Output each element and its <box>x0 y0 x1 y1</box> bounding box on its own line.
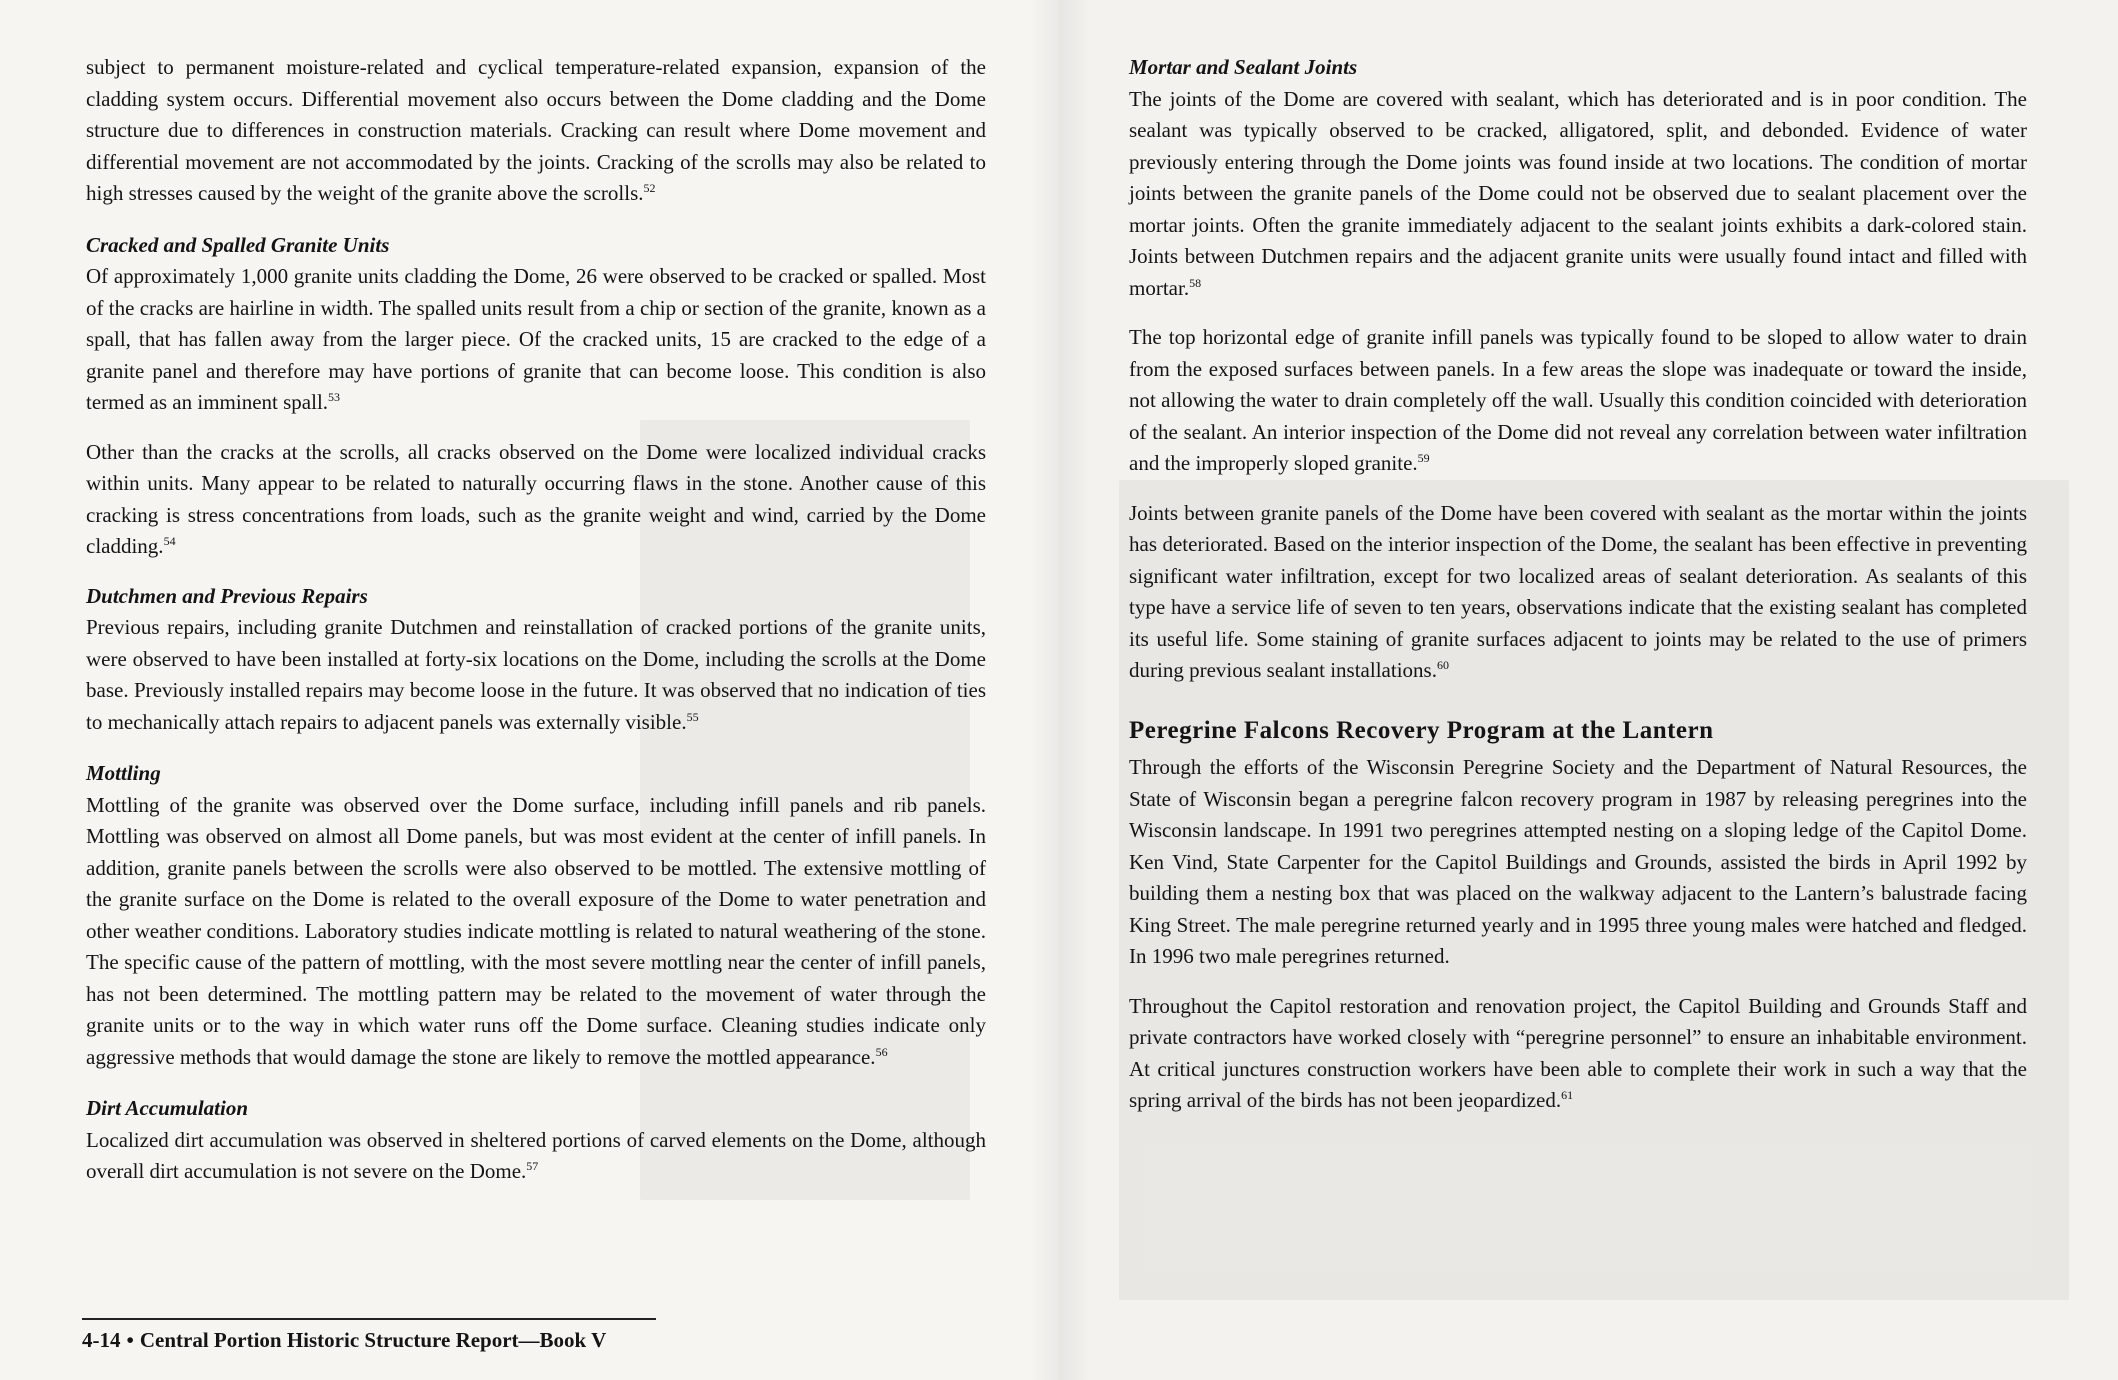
mortar-paragraph-2: The top horizontal edge of granite infill panels was typically found to be sloped to allow water to drain from the exposed surfaces between panels. In a few areas the slope was inadequate or toward the inside, not allowing the water to drain completely off the wall. Usually this condition coincided with deterioration of the sealant. An interior inspection of the Dome did not reveal any correlation between water infiltration and the improperly sloped granite.$^{59}$ <box>1129 325 2027 475</box>
peregrine-paragraph-2: Throughout the Capitol restoration and renovation project, the Capitol Building and Grounds Staff and private contractors have worked closely with “peregrine personnel” to ensure an inhabitable environment. At critical junctures construction workers have been able to complete their work in such a way that the spring arrival of the birds has not been jeopardized.$^{61}$ <box>1129 993 2027 1112</box>
report-title: Central Portion Historic Structure Report—Book V <box>139 1328 607 1352</box>
footnote-ref: 54 <box>163 534 176 548</box>
footnote-ref: 53 <box>328 390 341 404</box>
book-gutter <box>1030 0 1090 1380</box>
footnote-ref: 58 <box>1189 275 1202 290</box>
footnote-ref: 61 <box>1561 1088 1574 1102</box>
dirt-paragraph: Localized dirt accumulation was observed in sheltered portions of carved elements on the Dome, although overall dirt accumulation is not severe on the Dome.$^{57}$ <box>86 1127 986 1183</box>
mortar-paragraph-3: Joints between granite panels of the Dome have been covered with sealant as the mortar within the joints has deteriorated. Based on the interior inspection of the Dome, the sealant has been effective in preventing significant water infiltration, except for two localized areas of sealant deterioration. As sealants of this type have a service life of seven to ten years, observations indicate that the existing sealant has completed its useful life. Some staining of granite surfaces adjacent to joints may be related to the use of primers during previous sealant installations.$^{60}$ <box>1129 500 2027 682</box>
right-column <box>1129 52 2027 1135</box>
page-number: 4-14 <box>82 1328 121 1352</box>
cracked-paragraph-1: Of approximately 1,000 granite units cladding the Dome, 26 were observed to be cracked or spalled. Most of the cracks are hairline in width. The spalled units result from a chip or section of the granite, known as a spall, that has fallen away from the larger piece. Of the cracked units, 15 are cracked to the edge of a granite panel and therefore may have portions of granite that can become loose. This condition is also termed as an imminent spall.$^{53}$ <box>86 264 986 414</box>
footnote-ref: 59 <box>1417 451 1430 465</box>
footnote-ref: 56 <box>875 1044 888 1059</box>
mottling-paragraph: Mottling of the granite was observed over the Dome surface, including infill panels and rib panels. Mottling was observed on almost all Dome panels, but was most evident at the center of infill panels. In addition, granite panels between the scrolls were also observed to be mottled. The extensive mottling of the granite surface on the Dome is related to the overall exposure of the Dome to water penetration and other weather conditions. Laboratory studies indicate mottling is related to natural weathering of the stone. The specific cause of the pattern of mottling, with the most severe mottling near the center of infill panels, has not been determined. The mottling pattern may be related to the movement of water through the granite units or to the way in which water runs off the Dome surface. Cleaning studies indicate only aggressive methods that would damage the stone are likely to remove the mottled appearance.$^{56}$ <box>86 792 986 1069</box>
mottling-heading: Mottling <box>86 761 161 785</box>
peregrine-heading: Peregrine Falcons Recovery Program at the Lantern <box>1129 716 1714 744</box>
mortar-heading: Mortar and Sealant Joints <box>1129 55 1358 79</box>
dirt-heading: Dirt Accumulation <box>86 1096 249 1120</box>
left-column <box>86 52 986 1206</box>
dutchmen-paragraph: Previous repairs, including granite Dutchmen and reinstallation of cracked portions of the granite units, were observed to have been installed at forty-six locations on the Dome, including the scrolls at the Dome base. Previously installed repairs may become loose in the future. It was observed that no indication of ties to mechanically attach repairs to adjacent panels was externally visible.$^{55}$ <box>86 615 986 734</box>
page-footer <box>82 1318 656 1353</box>
footnote-ref: 57 <box>526 1159 539 1173</box>
footnote-ref: 52 <box>643 181 656 195</box>
footnote-ref: 55 <box>686 709 699 724</box>
peregrine-paragraph-1: Through the efforts of the Wisconsin Peregrine Society and the Department of Natural Resources, the State of Wisconsin began a peregrine falcon recovery program in 1987 by releasing peregrines into the Wisconsin landscape. In 1991 two peregrines attempted nesting on a sloping ledge of the Capitol Dome. Ken Vind, State Carpenter for the Capitol Buildings and Grounds, assisted the birds in April 1992 by building them a nesting box that was placed on the walkway adjacent to the Lantern’s balustrade facing King Street. The male peregrine returned yearly and in 1995 three young males were hatched and fledged. In 1996 two male peregrines returned. <box>1129 755 2027 968</box>
cracked-paragraph-2: Other than the cracks at the scrolls, all cracks observed on the Dome were localized individual cracks within units. Many appear to be related to naturally occurring flaws in the stone. Another cause of this cracking is stress concentrations from loads, such as the granite weight and wind, carried by the Dome cladding.$^{54}$ <box>86 439 986 558</box>
mortar-paragraph-1: The joints of the Dome are covered with sealant, which has deteriorated and is in poor condition. The sealant was typically observed to be cracked, alligatored, split, and debonded. Evidence of water previously entering through the Dome joints was found inside at two locations. The condition of mortar joints between the granite panels of the Dome could not be observed due to sealant placement over the mortar joints. Often the granite immediately adjacent to the sealant joints exhibits a dark-colored stain. Joints between Dutchmen repairs and the adjacent granite units were usually found intact and filled with mortar.$^{58}$ <box>1129 86 2027 300</box>
cracked-heading: Cracked and Spalled Granite Units <box>86 232 390 257</box>
dutchmen-heading: Dutchmen and Previous Repairs <box>86 583 368 608</box>
footer-bullet: • <box>126 1328 134 1352</box>
intro-paragraph: subject to permanent moisture-related and cyclical temperature-related expansion, expansion of the cladding system occurs. Differential movement also occurs between the Dome cladding and the Dome structure due to differences in construction materials. Cracking can result where Dome movement and differential movement are not accommodated by the joints. Cracking of the scrolls may also be related to high stresses caused by the weight of the granite above the scrolls.$^{52}$ <box>86 55 986 205</box>
footnote-ref: 60 <box>1436 658 1449 672</box>
